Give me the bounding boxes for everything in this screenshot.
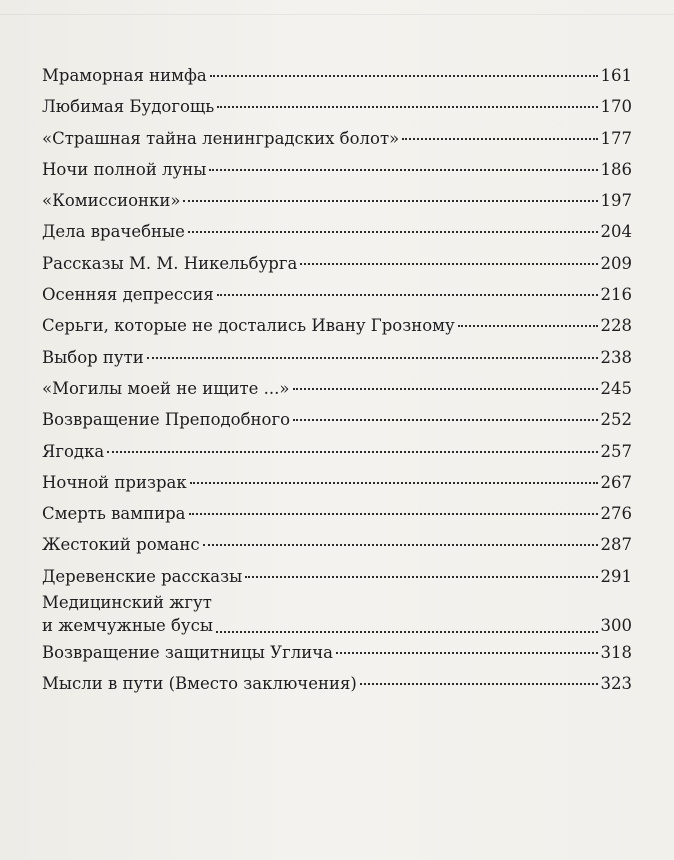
dot-leader: [216, 631, 598, 633]
toc-entry-page: 161: [600, 66, 632, 85]
toc-entry: [42, 561, 632, 592]
dot-leader: [189, 513, 598, 515]
toc-entry: [42, 216, 632, 247]
toc-entry: [42, 123, 632, 154]
table-of-contents: [42, 60, 632, 700]
toc-entry-page: 323: [600, 674, 632, 694]
dot-leader: [293, 388, 598, 390]
toc-entry: [42, 154, 632, 185]
toc-entry-page: 276: [600, 504, 632, 524]
toc-entry: [42, 529, 632, 560]
toc-entry-page: 170: [600, 97, 632, 117]
toc-entry: [42, 185, 632, 216]
toc-entry-page: 228: [600, 316, 632, 336]
toc-entry: [42, 498, 632, 529]
dot-leader: [188, 231, 598, 233]
dot-leader: [336, 652, 598, 654]
dot-leader: [107, 451, 597, 453]
toc-entry-title: Выбор пути: [42, 347, 144, 367]
dot-leader: [210, 75, 598, 77]
dot-leader: [217, 294, 598, 296]
toc-entry-page: 252: [600, 410, 632, 430]
dot-leader: [203, 544, 598, 546]
toc-entry-page: 209: [600, 253, 632, 273]
toc-entry-title: Ночной призрак: [42, 472, 187, 492]
toc-entry: [42, 592, 632, 637]
toc-entry: [42, 91, 632, 122]
toc-entry: [42, 668, 632, 699]
toc-entry-title: Любимая Будогощь: [42, 97, 215, 117]
show-through-line: [0, 14, 674, 15]
toc-entry: [42, 279, 632, 310]
toc-entry-page: 216: [600, 285, 632, 305]
toc-entry: [42, 248, 632, 279]
dot-leader: [293, 419, 597, 421]
toc-entry-title: Смерть вампира: [42, 504, 186, 524]
toc-entry-title: Дела врачебные: [42, 222, 185, 242]
toc-entry: [42, 637, 632, 668]
toc-entry-title: Осенняя депрессия: [42, 285, 214, 305]
toc-entry-title-line2: и жемчужные бусы: [42, 615, 213, 635]
toc-entry-page: 257: [600, 441, 632, 461]
toc-entry-title: Жестокий романс: [42, 535, 200, 555]
toc-entry-title-line1: Медицинский жгут: [42, 593, 212, 613]
toc-entry-page: 318: [600, 643, 632, 663]
dot-leader: [209, 169, 597, 171]
toc-entry: [42, 373, 632, 404]
toc-entry-title: Возвращение Преподобного: [42, 410, 291, 430]
toc-entry-title: Ягодка: [42, 441, 105, 461]
toc-entry-title: «Страшная тайна ленинградских болот»: [42, 128, 400, 148]
toc-entry-page: 245: [600, 378, 632, 398]
toc-entry-title: [42, 592, 213, 637]
toc-entry-page: 177: [600, 128, 632, 148]
toc-entry-title: «Могилы моей не ищите ...»: [42, 378, 290, 398]
toc-entry-title: Возвращение защитницы Углича: [42, 643, 333, 663]
dot-leader: [300, 263, 597, 265]
dot-leader: [190, 482, 598, 484]
toc-entry-title: Ночи полной луны: [42, 159, 207, 179]
toc-entry: [42, 404, 632, 435]
toc-entry: [42, 467, 632, 498]
toc-entry: [42, 436, 632, 467]
dot-leader: [458, 325, 598, 327]
toc-entry-page: 300: [600, 616, 632, 636]
toc-entry-page: 186: [600, 159, 632, 179]
toc-entry-title: Деревенские рассказы: [42, 566, 243, 586]
toc-entry-page: 238: [600, 347, 632, 367]
dot-leader: [183, 200, 597, 202]
toc-entry: [42, 342, 632, 373]
dot-leader: [402, 138, 597, 140]
toc-entry-title: «Комиссионки»: [42, 191, 181, 211]
toc-entry-page: 267: [600, 472, 632, 492]
dot-leader: [217, 106, 597, 108]
dot-leader: [147, 357, 598, 359]
toc-entry-page: 197: [600, 191, 632, 211]
toc-entry: [42, 310, 632, 341]
dot-leader: [360, 683, 598, 685]
dot-leader: [245, 576, 597, 578]
toc-entry-page: 204: [600, 222, 632, 242]
toc-entry-title: Мысли в пути (Вместо заключения): [42, 674, 357, 694]
toc-entry-title: Серьги, которые не достались Ивану Грозному: [42, 316, 455, 336]
toc-entry-title: Мраморная нимфа: [42, 66, 207, 85]
toc-entry: [42, 60, 632, 91]
toc-entry-title: Рассказы М. М. Никельбурга: [42, 253, 298, 273]
toc-entry-page: 287: [600, 535, 632, 555]
toc-entry-page: 291: [600, 566, 632, 586]
